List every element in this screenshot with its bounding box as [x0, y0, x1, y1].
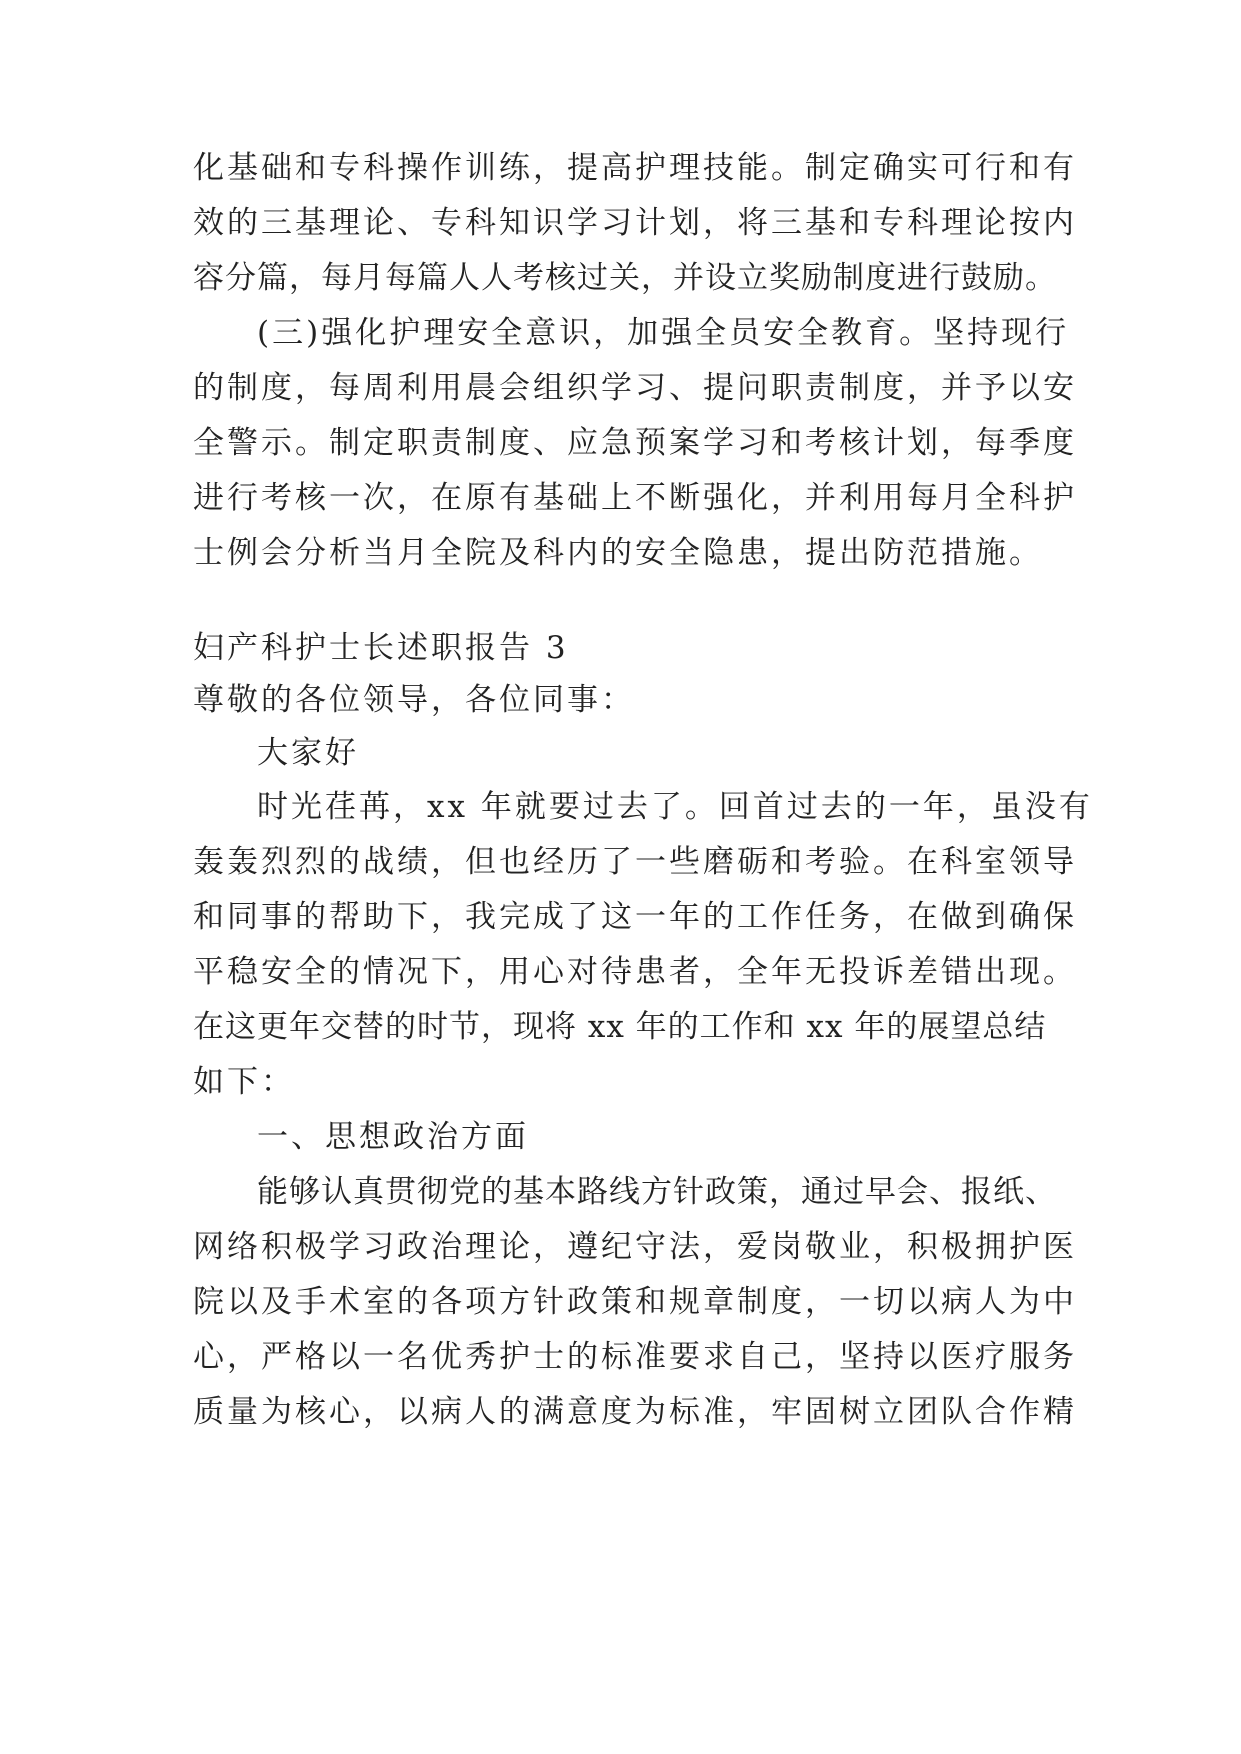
paragraph-line: 如下：: [193, 1064, 295, 1100]
paragraph-line: 进行考核一次，在原有基础上不断强化，并利用每月全科护: [193, 480, 1077, 516]
paragraph-line: 容分篇，每月每篇人人考核过关，并设立奖励制度进行鼓励。: [193, 260, 1057, 296]
report-title: 妇产科护士长述职报告 3: [193, 630, 569, 666]
paragraph-line: 轰轰烈烈的战绩，但也经历了一些磨砺和考验。在科室领导: [193, 844, 1077, 880]
paragraph-line: 化基础和专科操作训练，提高护理技能。制定确实可行和有: [193, 150, 1077, 186]
paragraph-line: 网络积极学习政治理论，遵纪守法，爱岗敬业，积极拥护医: [193, 1229, 1077, 1265]
salutation: 尊敬的各位领导，各位同事：: [193, 682, 635, 718]
paragraph-line: 士例会分析当月全院及科内的安全隐患，提出防范措施。: [193, 535, 1043, 571]
paragraph-line: 心，严格以一名优秀护士的标准要求自己，坚持以医疗服务: [193, 1339, 1077, 1375]
paragraph-line: 全警示。制定职责制度、应急预案学习和考核计划，每季度: [193, 425, 1077, 461]
item-heading-line: (三)强化护理安全意识，加强全员安全教育。坚持现行: [257, 315, 1070, 351]
paragraph-line: 质量为核心，以病人的满意度为标准，牢固树立团队合作精: [193, 1394, 1077, 1430]
paragraph-line: 院以及手术室的各项方针政策和规章制度，一切以病人为中: [193, 1284, 1077, 1320]
paragraph-line: 能够认真贯彻党的基本路线方针政策，通过早会、报纸、: [257, 1174, 1057, 1210]
paragraph-line: 在这更年交替的时节，现将 xx 年的工作和 xx 年的展望总结: [193, 1009, 1047, 1045]
paragraph-line: 时光荏苒，xx 年就要过去了。回首过去的一年，虽没有: [257, 789, 1093, 825]
paragraph-line: 和同事的帮助下，我完成了这一年的工作任务，在做到确保: [193, 899, 1077, 935]
paragraph-line: 的制度，每周利用晨会组织学习、提问职责制度，并予以安: [193, 370, 1077, 406]
greeting: 大家好: [257, 735, 359, 771]
paragraph-line: 效的三基理论、专科知识学习计划，将三基和专科理论按内: [193, 205, 1077, 241]
section-heading: 一、思想政治方面: [257, 1119, 529, 1155]
paragraph-line: 平稳安全的情况下，用心对待患者，全年无投诉差错出现。: [193, 954, 1077, 990]
